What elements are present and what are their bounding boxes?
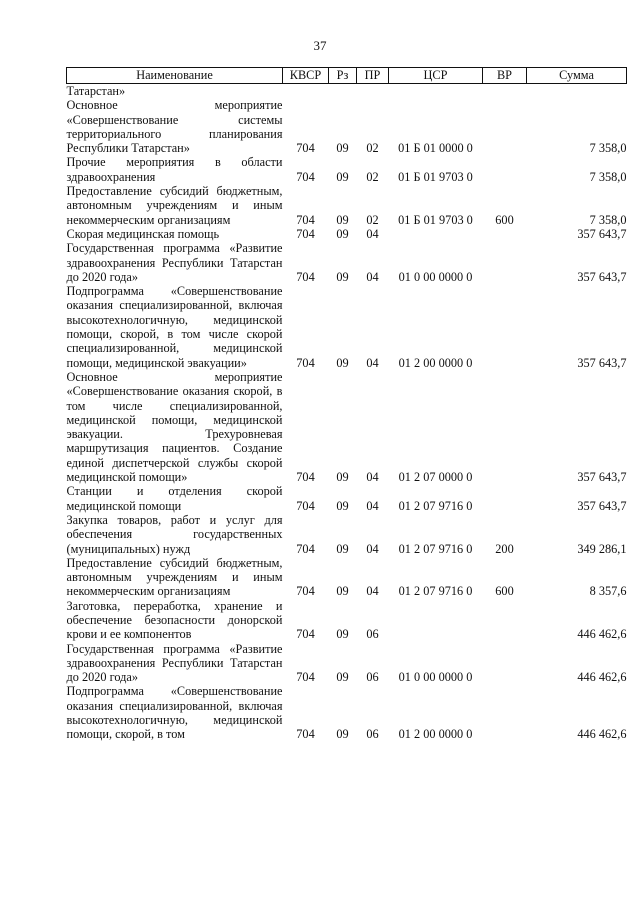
row-vr: [483, 642, 527, 685]
table-row: [67, 599, 627, 642]
row-sum: 357 643,7: [577, 269, 627, 284]
header-sum: Сумма: [527, 68, 627, 84]
header-kvsr: КВСР: [283, 68, 329, 84]
table-header-row: [67, 68, 627, 84]
row-kvsr: 704: [296, 470, 315, 485]
row-csr: 01 0 00 0000 0: [398, 670, 473, 685]
table-row: [67, 155, 627, 184]
row-sum: 446 462,6: [577, 727, 627, 742]
header-name: Наименование: [67, 68, 283, 84]
row-vr: [483, 284, 527, 370]
header-rz: Рз: [329, 68, 357, 84]
row-kvsr: 704: [296, 212, 315, 227]
row-pr: [357, 84, 389, 99]
row-kvsr: 704: [296, 226, 315, 241]
row-csr: 01 Б 01 0000 0: [398, 141, 473, 156]
table-row: [67, 84, 627, 99]
row-name: Основное мероприятие «Совершенствование оказания скорой, в том числе специализированной, медицинской помощи, медицинской эвакуации. Трехуровневая маршрутизация пациентов. Создание единой диспетчерской службы скорой медицинской помощи»: [66, 369, 283, 485]
row-rz: 09: [336, 226, 349, 241]
row-csr: 01 2 07 9716 0: [398, 498, 473, 513]
row-sum: 8 357,6: [589, 584, 627, 599]
header-csr: ЦСР: [389, 68, 483, 84]
row-name: Государственная программа «Развитие здравоохранения Республики Татарстан до 2020 года»: [66, 241, 283, 284]
row-name: Станции и отделения скорой медицинской помощи: [66, 484, 283, 513]
row-name: Предоставление субсидий бюджетным, автономным учреждениям и иным некоммерческим организациям: [66, 184, 283, 227]
row-sum: 357 643,7: [577, 226, 627, 241]
row-csr: 01 0 00 0000 0: [398, 269, 473, 284]
table-row: [67, 184, 627, 227]
table-row: [67, 227, 627, 241]
row-rz: 09: [336, 169, 349, 184]
table-row: [67, 370, 627, 484]
row-csr: 01 Б 01 9703 0: [398, 169, 473, 184]
row-rz: 09: [336, 727, 349, 742]
row-sum: [527, 84, 627, 99]
row-csr: 01 2 07 9716 0: [398, 584, 473, 599]
row-pr: 04: [366, 470, 379, 485]
header-vr: ВР: [483, 68, 527, 84]
row-rz: 09: [336, 584, 349, 599]
row-sum: 349 286,1: [577, 541, 627, 556]
row-rz: 09: [336, 670, 349, 685]
table-row: [67, 98, 627, 155]
row-sum: 357 643,7: [577, 470, 627, 485]
row-name: Подпрограмма «Совершенствование оказания специализированной, включая высокотехнологичную, медицинской помощи, скорой, в том числе скорой специализированной, медицинской помощи, медицинской эвакуации»: [66, 284, 283, 370]
row-vr: 200: [495, 541, 514, 556]
row-rz: 09: [336, 141, 349, 156]
row-name: Заготовка, переработка, хранение и обеспечение безопасности донорской крови и ее компонентов: [66, 598, 283, 642]
table-row: [67, 241, 627, 284]
row-pr: 04: [366, 226, 379, 241]
header-pr: ПР: [357, 68, 389, 84]
row-pr: 04: [366, 355, 379, 370]
row-name: Скорая медицинская помощь: [66, 226, 220, 241]
row-kvsr: [283, 84, 329, 99]
table-row: [67, 684, 627, 741]
row-kvsr: 704: [296, 141, 315, 156]
budget-table: [66, 67, 627, 742]
row-name: Татарстан»: [66, 84, 126, 98]
row-sum: 357 643,7: [577, 498, 627, 513]
row-pr: 04: [366, 541, 379, 556]
row-name: Государственная программа «Развитие здравоохранения Республики Татарстан до 2020 года»: [66, 641, 283, 685]
row-sum: 357 643,7: [577, 355, 627, 370]
row-vr: [483, 599, 527, 642]
row-csr: [389, 599, 483, 642]
row-kvsr: 704: [296, 670, 315, 685]
row-csr: 01 2 00 0000 0: [398, 355, 473, 370]
row-sum: 446 462,6: [577, 627, 627, 642]
table-row: [67, 484, 627, 513]
table-body: [67, 84, 627, 742]
row-name: Основное мероприятие «Совершенствование системы территориального планирования Республики Татарстан»: [66, 98, 283, 156]
table-row: [67, 556, 627, 599]
row-pr: 02: [366, 212, 379, 227]
row-name: Подпрограмма «Совершенствование оказания специализированной, включая высокотехнологичную, медицинской помощи, скорой, в том: [66, 684, 283, 742]
row-kvsr: 704: [296, 727, 315, 742]
row-kvsr: 704: [296, 498, 315, 513]
row-csr: 01 Б 01 9703 0: [398, 212, 473, 227]
row-pr: 06: [366, 670, 379, 685]
table-row: [67, 642, 627, 685]
row-rz: 09: [336, 212, 349, 227]
row-kvsr: 704: [296, 169, 315, 184]
row-vr: [483, 155, 527, 184]
table-row: [67, 513, 627, 556]
row-rz: 09: [336, 355, 349, 370]
row-vr: [483, 98, 527, 155]
row-csr: [389, 84, 483, 99]
row-rz: 09: [336, 498, 349, 513]
row-rz: 09: [336, 269, 349, 284]
table-row: [67, 284, 627, 370]
row-name: Прочие мероприятия в области здравоохранения: [66, 155, 283, 184]
row-pr: 06: [366, 627, 379, 642]
row-csr: [389, 227, 483, 241]
row-rz: 09: [336, 627, 349, 642]
row-csr: 01 2 00 0000 0: [398, 727, 473, 742]
row-vr: [483, 484, 527, 513]
row-vr: [483, 684, 527, 741]
row-sum: 7 358,0: [589, 212, 627, 227]
row-pr: 04: [366, 584, 379, 599]
row-rz: [329, 84, 357, 99]
row-pr: 02: [366, 141, 379, 156]
row-vr: [483, 241, 527, 284]
row-name: Предоставление субсидий бюджетным, автономным учреждениям и иным некоммерческим организациям: [66, 555, 283, 599]
row-rz: 09: [336, 470, 349, 485]
row-pr: 04: [366, 498, 379, 513]
row-csr: 01 2 07 9716 0: [398, 541, 473, 556]
row-sum: 446 462,6: [577, 670, 627, 685]
row-vr: [483, 227, 527, 241]
row-name: Закупка товаров, работ и услуг для обеспечения государственных (муниципальных) нужд: [66, 512, 283, 556]
row-kvsr: 704: [296, 541, 315, 556]
row-kvsr: 704: [296, 584, 315, 599]
row-kvsr: 704: [296, 269, 315, 284]
page-number: 37: [313, 38, 327, 53]
row-pr: 02: [366, 169, 379, 184]
row-vr: [483, 370, 527, 484]
row-csr: 01 2 07 0000 0: [398, 470, 473, 485]
row-vr: 600: [495, 584, 514, 599]
row-pr: 06: [366, 727, 379, 742]
row-kvsr: 704: [296, 627, 315, 642]
row-kvsr: 704: [296, 355, 315, 370]
row-rz: 09: [336, 541, 349, 556]
row-sum: 7 358,0: [589, 169, 627, 184]
row-sum: 7 358,0: [589, 141, 627, 156]
row-vr: [483, 84, 527, 99]
row-pr: 04: [366, 269, 379, 284]
row-vr: 600: [495, 212, 514, 227]
